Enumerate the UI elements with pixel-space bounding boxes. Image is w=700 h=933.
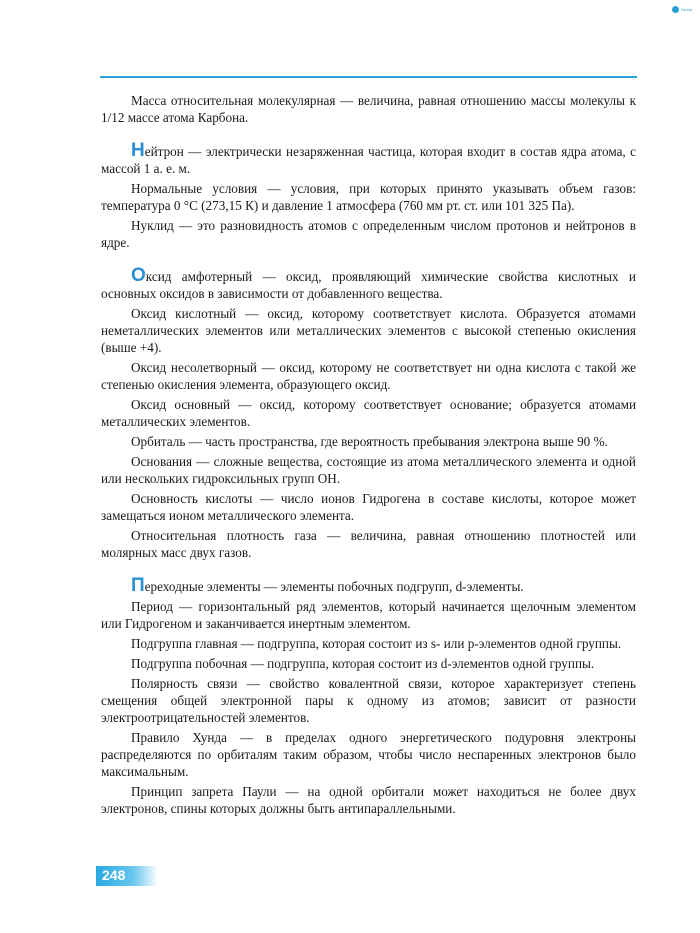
glossary-entry-hund [101, 729, 636, 780]
section-letter-p: П [131, 575, 145, 596]
entry-text: Подгруппа главная — подгруппа, которая состоит из s- или p-элементов одной группы. [131, 636, 622, 651]
entry-text: Относительная плотность газа — величина, равная отношению плотностей или молярных масс двух газов. [101, 528, 636, 560]
entry-text: ксид амфотерный — оксид, проявляющий химические свойства кислотных и основных оксидов в зависимости от добавленного вещества. [101, 269, 636, 301]
entry-text: Нормальные условия — условия, при которых принято указывать объем газов: температура 0 °С (273,15 К) и давление 1 атмосфера (760 мм рт. ст. или 101 325 Па). [101, 181, 636, 213]
entry-text: Основания — сложные вещества, состоящие из атома металлического элемента и одной или нескольких гидроксильных групп ОН. [101, 454, 636, 486]
glossary-entry-orbital [101, 433, 636, 450]
glossary-entry-main-subgroup [101, 635, 636, 652]
entry-text: Период — горизонтальный ряд элементов, который начинается щелочным элементом или Гидрогеном и заканчивается инертным элементом. [101, 599, 636, 631]
publisher-mark-text: Yanda [680, 7, 692, 12]
section-letter-n: Н [131, 140, 145, 161]
publisher-mark [672, 6, 692, 13]
entry-text: ейтрон — электрически незаряженная частица, которая входит в состав ядра атома, с массой 1 а. е. м. [101, 144, 636, 176]
header-rule [100, 76, 637, 78]
entry-text: Подгруппа побочная — подгруппа, которая состоит из d-элементов одной группы. [131, 656, 595, 671]
entry-text: Правило Хунда — в пределах одного энергетического подуровня электроны распределяются по орбиталям таким образом, чтобы число неспаренных электронов было максимальным. [101, 730, 636, 779]
glossary-entry-bases [101, 453, 636, 487]
glossary-entry-nuclide [101, 217, 636, 251]
page-number: 248 [102, 867, 126, 883]
publisher-logo-icon [672, 6, 679, 13]
entry-text: ереходные элементы — элементы побочных подгрупп, d-элементы. [144, 579, 524, 594]
page-number-tab [96, 866, 158, 886]
glossary-entry-relative-density [101, 527, 636, 561]
glossary-entry-pauli [101, 783, 636, 817]
glossary-entry-oxide-amphoteric [101, 267, 636, 302]
glossary-entry-oxide-acidic [101, 305, 636, 356]
entry-text: Полярность связи — свойство ковалентной связи, которое характеризует степень смещения общей электронной пары к одному из атомов; зависит от разности электроотрицательностей элементов. [101, 676, 636, 725]
entry-text: Оксид основный — оксид, которому соответствует основание; образуется атомами металлических элементов. [101, 397, 636, 429]
glossary-entry-normal-conditions [101, 180, 636, 214]
entry-text: Оксид кислотный — оксид, которому соответствует кислота. Образуется атомами неметаллических элементов или металлических элементов с высокой степенью окисления (выше +4). [101, 306, 636, 355]
glossary-entry-oxide-basic [101, 396, 636, 430]
glossary-text [101, 92, 636, 817]
entry-text: Оксид несолетворный — оксид, которому не соответствует ни одна кислота с такой же степенью окисления элемента, образующего оксид. [101, 360, 636, 392]
glossary-entry-oxide-nonsalt [101, 359, 636, 393]
entry-text: Нуклид — это разновидность атомов с определенным числом протонов и нейтронов в ядре. [101, 218, 636, 250]
glossary-entry-transition [101, 577, 636, 595]
entry-text: Масса относительная молекулярная — величина, равная отношению массы молекулы к 1/12 массе атома Карбона. [101, 93, 636, 125]
glossary-entry-basicity [101, 490, 636, 524]
entry-text: Принцип запрета Паули — на одной орбитали может находиться не более двух электронов, спины которых должны быть антипараллельными. [101, 784, 636, 816]
glossary-entry-massa [101, 92, 636, 126]
entry-text: Основность кислоты — число ионов Гидрогена в составе кислоты, которое может замещаться ионом металлического элемента. [101, 491, 636, 523]
glossary-entry-side-subgroup [101, 655, 636, 672]
section-letter-o: О [131, 265, 146, 286]
glossary-entry-polarity [101, 675, 636, 726]
glossary-entry-neutron [101, 142, 636, 177]
glossary-entry-period [101, 598, 636, 632]
entry-text: Орбиталь — часть пространства, где вероятность пребывания электрона выше 90 %. [131, 434, 608, 449]
